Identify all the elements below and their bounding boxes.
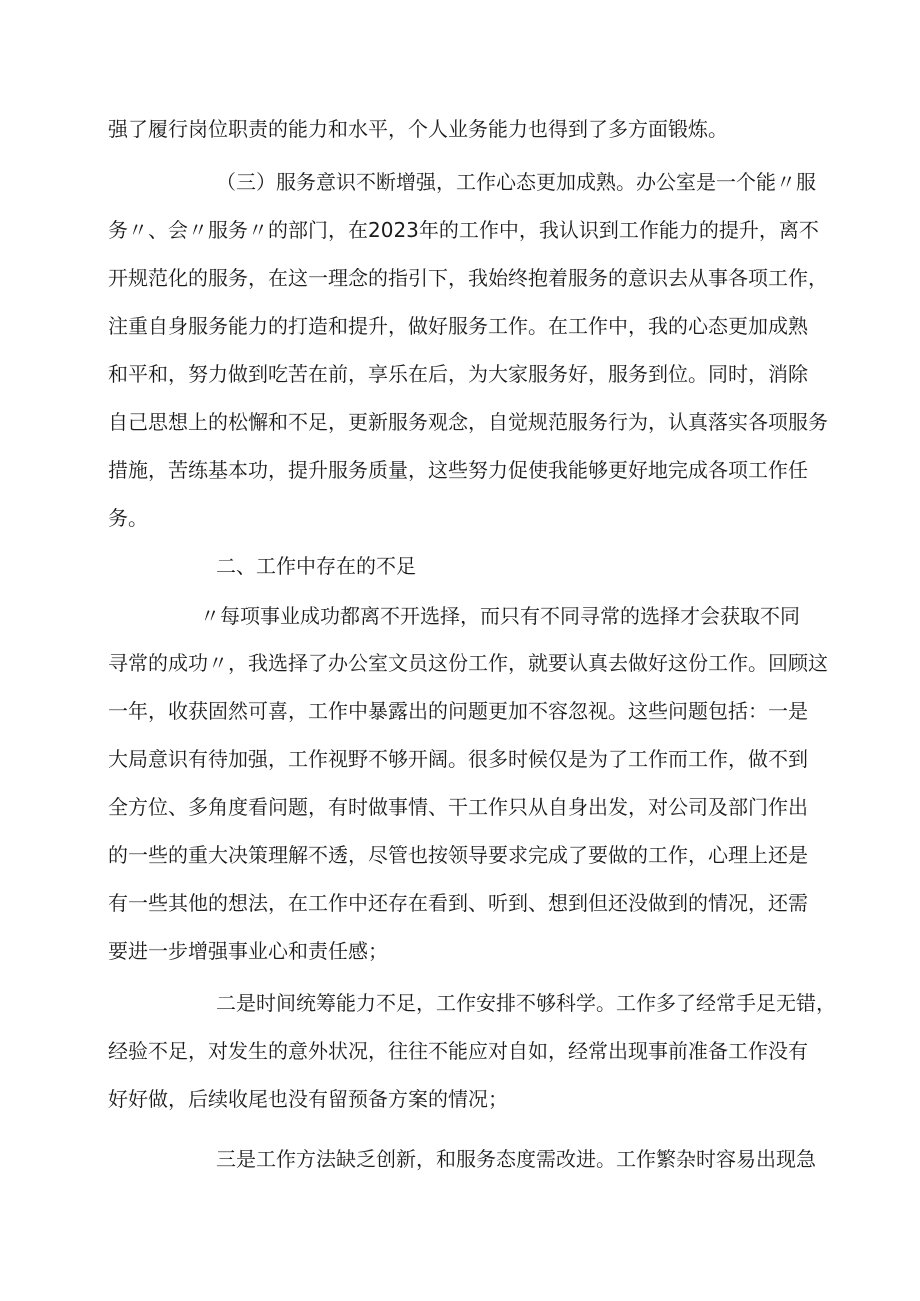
text-line: 要进一步增强事业心和责任感；: [108, 939, 388, 963]
text-line: 三是工作方法缺乏创新，和服务态度需改进。工作繁杂时容易出现急: [216, 1147, 816, 1171]
text-line: 二是时间统筹能力不足，工作安排不够科学。工作多了经常手足无错，: [216, 991, 836, 1015]
text-line: 措施，苦练基本功，提升服务质量，这些努力促使我能够更好地完成各项工作任: [108, 458, 808, 482]
text-line: 务。: [108, 506, 148, 530]
text-line: 强了履行岗位职责的能力和水平，个人业务能力也得到了多方面锻炼。: [108, 117, 728, 141]
text-line: 务〃、会〃服务〃的部门，在2023年的工作中，我认识到工作能力的提升，离不: [108, 218, 819, 242]
text-line: 寻常的成功〃，我选择了办公室文员这份工作，就要认真去做好这份工作。回顾这: [108, 651, 828, 675]
text-line: 一年，收获固然可喜，工作中暴露出的问题更加不容忽视。这些问题包括：一是: [108, 699, 808, 723]
section-heading: 二、工作中存在的不足: [216, 554, 416, 578]
text-line: 的一些的重大决策理解不透，尽管也按领导要求完成了要做的工作，心理上还是: [108, 843, 808, 867]
text-line: 有一些其他的想法，在工作中还存在看到、听到、想到但还没做到的情况，还需: [108, 891, 808, 915]
text-line: 〃每项事业成功都离不开选择，而只有不同寻常的选择才会获取不同: [200, 604, 800, 628]
text-line: 经验不足，对发生的意外状况，往往不能应对自如，经常出现事前准备工作没有: [108, 1039, 808, 1063]
text-line: 注重自身服务能力的打造和提升，做好服务工作。在工作中，我的心态更加成熟: [108, 314, 808, 338]
text-line: 自己思想上的松懈和不足，更新服务观念，自觉规范服务行为，认真落实各项服务: [108, 410, 828, 434]
text-line: 和平和，努力做到吃苦在前，享乐在后，为大家服务好，服务到位。同时，消除: [108, 362, 808, 386]
text-line: 全方位、多角度看问题，有时做事情、干工作只从自身出发，对公司及部门作出: [108, 795, 808, 819]
text-line: 开规范化的服务，在这一理念的指引下，我始终抱着服务的意识去从事各项工作，: [108, 266, 828, 290]
text-line: 好好做，后续收尾也没有留预备方案的情况；: [108, 1087, 508, 1111]
text-line: 大局意识有待加强，工作视野不够开阔。很多时候仅是为了工作而工作，做不到: [108, 747, 808, 771]
text-line: （三）服务意识不断增强，工作心态更加成熟。办公室是一个能〃服: [216, 170, 816, 194]
